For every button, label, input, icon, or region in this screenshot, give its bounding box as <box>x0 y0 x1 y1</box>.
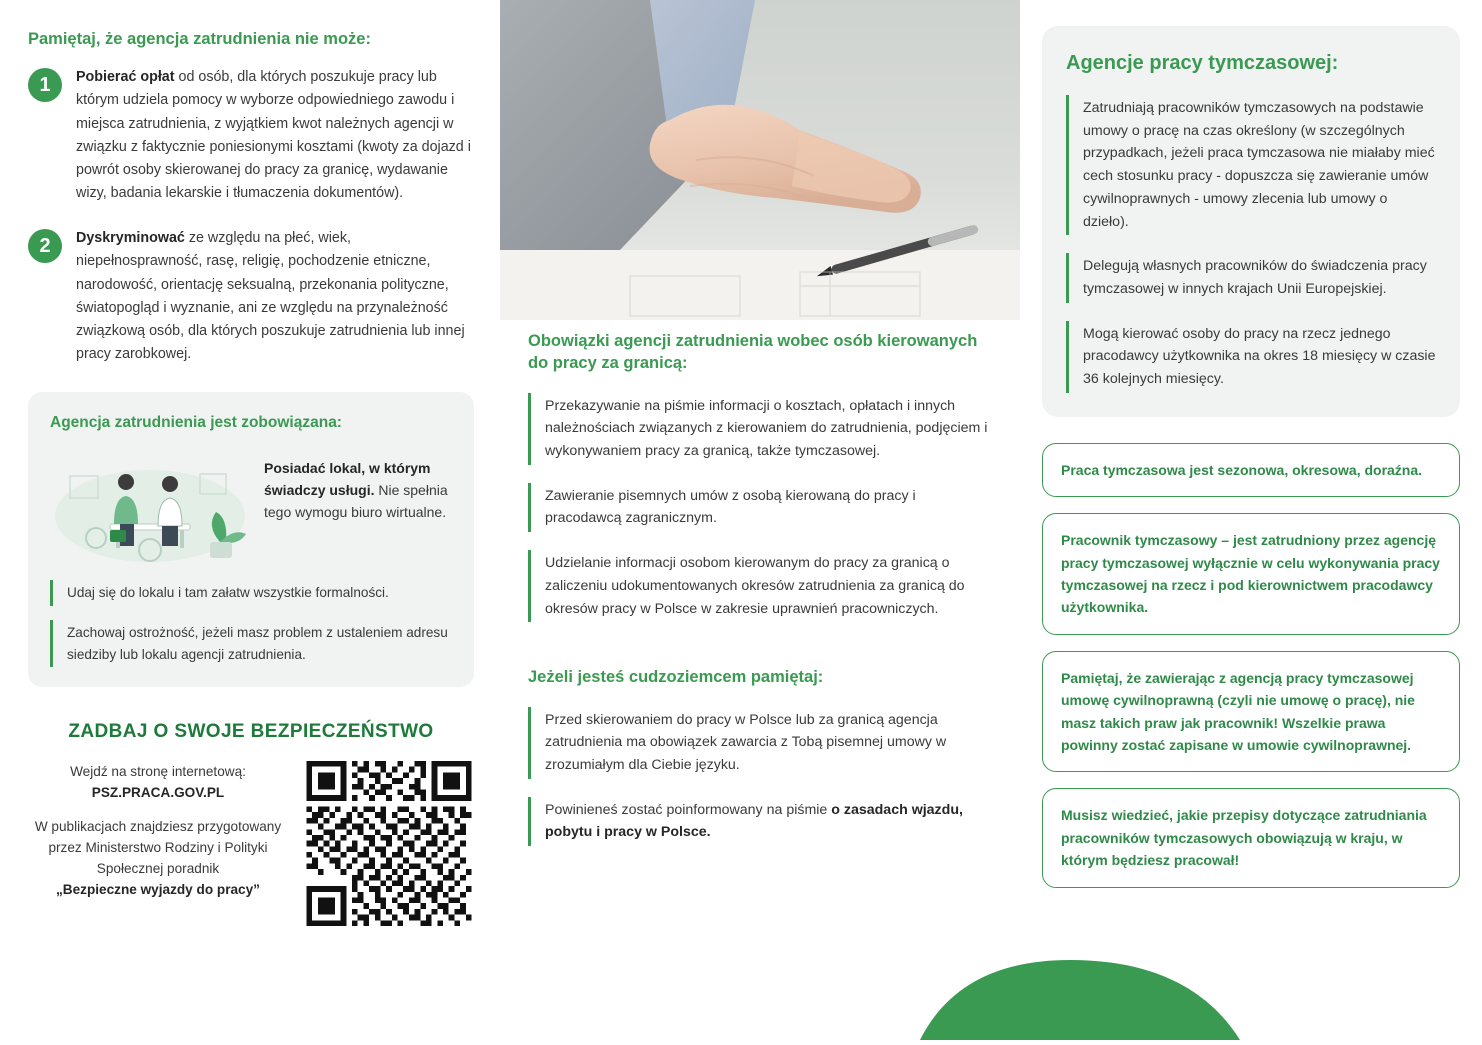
section1-bullet: Przekazywanie na piśmie informacji o kosztach, opłatach i innych należnościach związanych z kierowaniem do zatrudnienia, podjęciem i wykonywaniem pracy za granicą, także tymczasowej. <box>528 393 992 465</box>
obligation-title: Agencja zatrudnienia jest zobowiązana: <box>50 414 342 432</box>
obligation-bullet: Udaj się do lokalu i tam załatw wszystkie formalności. <box>50 580 452 606</box>
safety-title: ZADBAJ O SWOJE BEZPIECZEŃSTWO <box>68 721 434 743</box>
obligation-note-rest: Nie spełnia tego wymogu biuro wirtualne. <box>264 481 448 520</box>
list-item-lead: Dyskryminować <box>76 230 185 247</box>
handshake-photo <box>500 0 1020 320</box>
list-item <box>28 66 474 205</box>
right-bullet: Mogą kierować osoby do pracy na rzecz jednego pracodawcy użytkownika na okres 18 miesięcy w czasie 36 kolejnych miesięcy. <box>1066 321 1436 393</box>
middle-content <box>500 330 1020 864</box>
qr-code-icon <box>304 761 474 926</box>
info-box: Musisz wiedzieć, jakie przepisy dotyczące zatrudniania pracowników tymczasowych obowiązują w kraju, w którym będziesz pracował! <box>1042 788 1460 887</box>
right-column <box>1020 0 1482 1040</box>
obligation-illustration-row <box>50 446 452 566</box>
left-heading: Pamiętaj, że agencja zatrudnienia nie może: <box>28 30 371 48</box>
middle-column <box>500 0 1020 1040</box>
obligation-note-bold: Posiadać lokal, w którym świadczy usługi. <box>264 460 431 498</box>
info-box: Pracownik tymczasowy – jest zatrudniony przez agencję pracy tymczasowej wyłącznie w celu wykonywania pracy tymczasowej na rzecz i pod kierownictwem pracodawcy użytkownika. <box>1042 513 1460 635</box>
section2-bullet-bold: o zasadach wjazdu, pobytu i pracy w Polsce. <box>545 801 963 841</box>
info-box: Praca tymczasowa jest sezonowa, okresowa, doraźna. <box>1042 443 1460 497</box>
right-title: Agencje pracy tymczasowej: <box>1066 52 1339 74</box>
section1-bullet: Udzielanie informacji osobom kierowanym do pracy za granicą o zaliczeniu udokumentowanych okresów zatrudnienia za granicą do okresów pracy w Polsce w zakresie uprawnień pracowniczych. <box>528 550 992 622</box>
info-box: Pamiętaj, że zawierając z agencją pracy tymczasowej umowę cywilnoprawną (czyli nie umowę o pracę), nie masz takich praw jak pracownik! Wszelkie prawa powinny zostać zapisane w umowie cywilnoprawnej. <box>1042 651 1460 773</box>
safety-line1: Wejdź na stronę internetową: <box>70 764 246 780</box>
list-item-rest: od osób, dla których poszukuje pracy lub którym udziela pomocy w wyborze odpowiedniego zawodu i miejsca zatrudnienia, z wyjątkiem kwot należnych agencji w związku z faktycznie poniesionymi kosztami (kwoty za dojazd i powrót osoby skierowanej do pracy za granicę, wydawanie wizy, badania lekarskie i tłumaczenia dokumentów). <box>76 69 471 202</box>
section1-title: Obowiązki agencji zatrudnienia wobec osób kierowanych do pracy za granicą: <box>528 332 978 373</box>
safety-line3: „Bezpieczne wyjazdy do pracy” <box>56 881 260 897</box>
safety-line2: W publikacjach znajdziesz przygotowany przez Ministerstwo Rodziny i Polityki Społecznej poradnik <box>34 818 282 876</box>
list-item <box>28 227 474 366</box>
list-item-text <box>76 227 474 366</box>
safety-url: PSZ.PRACA.GOV.PL <box>91 785 225 801</box>
section2-bullet: Przed skierowaniem do pracy w Polsce lub za granicą agencja zatrudnienia ma obowiązek zawarcia z Tobą pisemnej umowy w zrozumiałym dla Ciebie języku. <box>528 707 992 779</box>
list-item-rest: ze względu na płeć, wiek, niepełnosprawność, rasę, religię, pochodzenie etniczne, narodowość, orientację seksualną, przekonania polityczne, światopogląd i wyznanie, ani ze względu na przynależność związkową osób, dla których poszukuje zatrudnienia lub innej pracy zarobkowej. <box>76 230 465 362</box>
obligation-bullet: Zachowaj ostrożność, jeżeli masz problem z ustaleniem adresu siedziby lub lokalu agencji zatrudnienia. <box>50 620 452 668</box>
right-bullet: Zatrudniają pracowników tymczasowych na podstawie umowy o pracę na czas określony (w szczególnych przypadkach, jeżeli praca tymczasowa nie miałaby mieć cech stosunku pracy - dopuszcza się zawieranie umów cywilnoprawnych - umowy zlecenia lub umowy o dzieło). <box>1066 95 1436 235</box>
office-illustration <box>50 446 250 566</box>
section1-bullet: Zawieranie pisemnych umów z osobą kierowaną do pracy i pracodawcą zagranicznym. <box>528 483 992 532</box>
safety-block <box>28 761 474 926</box>
obligation-note <box>264 446 452 523</box>
left-column <box>0 0 500 1040</box>
safety-text <box>28 761 288 899</box>
temp-agency-card <box>1042 26 1460 417</box>
list-number-badge: 1 <box>28 68 62 102</box>
section2-bullet <box>528 797 992 846</box>
list-item-text <box>76 66 474 205</box>
list-number-badge: 2 <box>28 229 62 263</box>
obligation-card <box>28 392 474 687</box>
right-bullet: Delegują własnych pracowników do świadczenia pracy tymczasowej w innych krajach Unii Europejskiej. <box>1066 253 1436 302</box>
section2-title: Jeżeli jesteś cudzoziemcem pamiętaj: <box>528 668 824 687</box>
list-item-lead: Pobierać opłat <box>76 69 175 86</box>
section2-bullet-text: Powinieneś zostać poinformowany na piśmie <box>545 801 832 818</box>
